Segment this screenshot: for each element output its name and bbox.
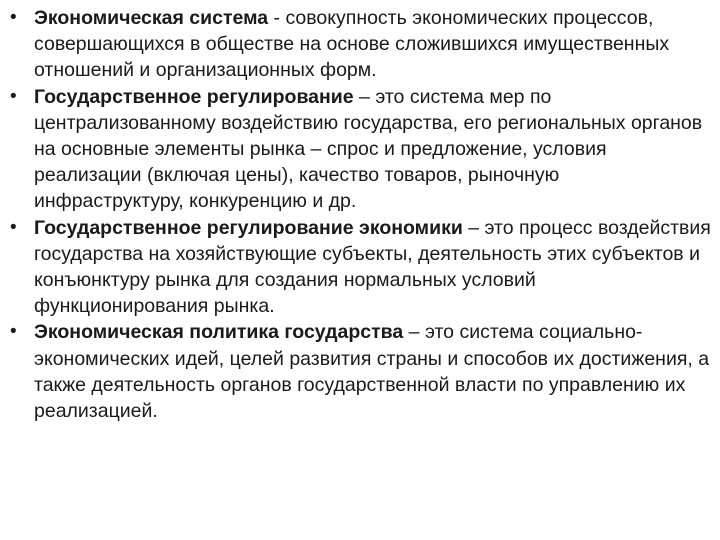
definition-term: Экономическая политика государства <box>34 321 404 344</box>
definition-text: - совокупность экономических процессов, совершающихся в обществе на основе сложившихся имущественных отношений и организационных форм. <box>34 7 670 82</box>
definition-term: Государственное регулирование <box>34 85 354 108</box>
definition-list <box>8 5 714 424</box>
bullet-icon: • <box>10 321 17 343</box>
bullet-icon: • <box>10 7 17 28</box>
definition-text: – это процесс воздействия государства на хозяйствующие субъекты, деятельность этих субъектов и конъюнктуру рынка для создания нормальных условий функционирования рынка. <box>34 216 711 318</box>
definition-text: – это система социально-экономических идей, целей развития страны и способов их достижения, а также деятельность органов государственной власти по управлению их реализацией. <box>34 321 710 423</box>
bullet-icon: • <box>10 216 17 238</box>
definition-item-state-regulation-of-economy <box>8 215 714 320</box>
definition-term: Экономическая система <box>34 7 269 29</box>
definition-item-state-regulation <box>8 84 714 215</box>
definition-item-economic-policy <box>8 319 714 424</box>
bullet-icon: • <box>10 85 17 107</box>
definition-term: Государственное регулирование экономики <box>34 216 463 239</box>
definition-text: – это система мер по централизованному воздействию государства, его региональных органов на основные элементы рынка – спрос и предложение, условия реализации (включая цены), качество товаров, рыночную инфраструктуру, конкуренцию и др. <box>34 85 703 213</box>
definition-item-economic-system <box>8 5 714 84</box>
